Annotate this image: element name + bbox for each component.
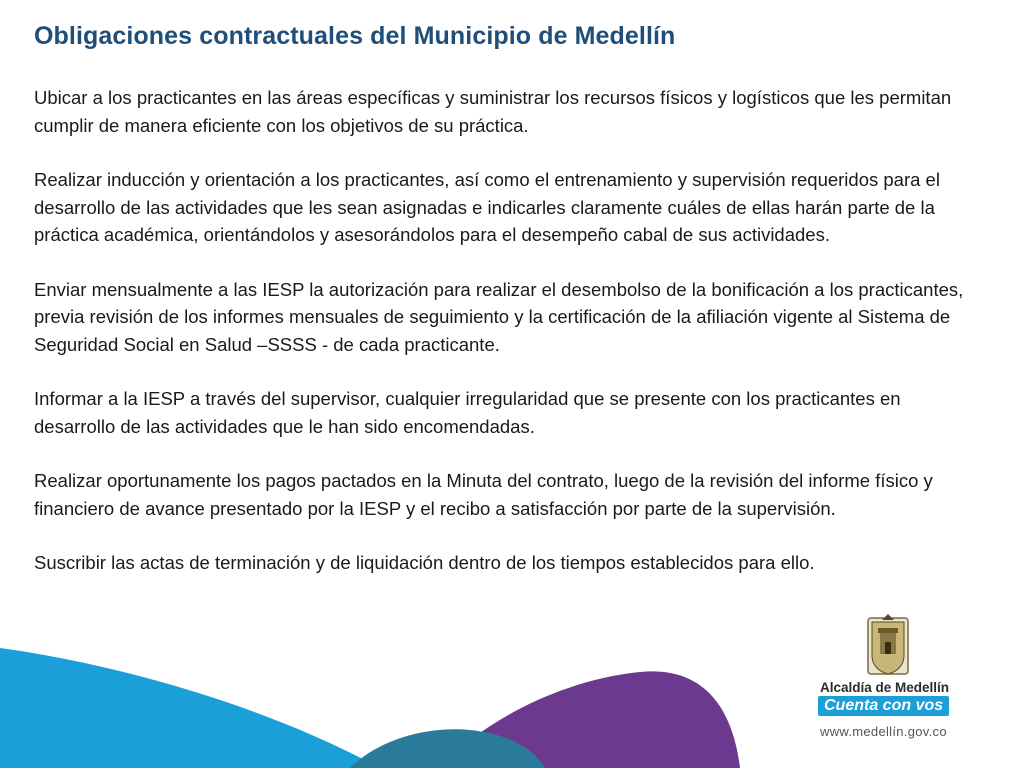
website-link[interactable]: www.medellín.gov.co — [820, 724, 947, 739]
slogan-badge: Cuenta con vos — [818, 696, 949, 716]
slide-title: Obligaciones contractuales del Municipio de Medellín — [34, 22, 676, 50]
coat-of-arms-icon — [866, 612, 910, 678]
municipality-name: Alcaldía de Medellín — [820, 680, 950, 695]
obligations-list — [34, 84, 964, 604]
obligation-paragraph: Informar a la IESP a través del supervisor, cualquier irregularidad que se presente con los practicantes en desarrollo de las actividades que le han sido encomendadas. — [34, 388, 901, 437]
blue-wave-shape — [0, 648, 380, 768]
obligation-paragraph: Realizar inducción y orientación a los practicantes, así como el entrenamiento y supervisión requeridos para el desarrollo de las actividades que les sean asignadas e indicarles claramente cuáles de ellas harán parte de la práctica académica, orientándolos y asesorándolos para el desempeño cabal de sus actividades. — [34, 169, 940, 245]
obligation-paragraph: Realizar oportunamente los pagos pactados en la Minuta del contrato, luego de la revisión del informe físico y financiero de avance presentado por la IESP y el recibo a satisfacción por parte de la supervisión. — [34, 470, 933, 519]
obligation-paragraph: Suscribir las actas de terminación y de liquidación dentro de los tiempos establecidos para ello. — [34, 552, 815, 573]
obligation-paragraph: Enviar mensualmente a las IESP la autorización para realizar el desembolso de la bonificación a los practicantes, previa revisión de los informes mensuales de seguimiento y la certificación de la afiliación vigente al Sistema de Seguridad Social en Salud –SSSS - de cada practicante. — [34, 278, 964, 355]
obligation-paragraph: Ubicar a los practicantes en las áreas específicas y suministrar los recursos físicos y logísticos que les permitan cumplir de manera eficiente con los objetivos de su práctica. — [34, 87, 952, 136]
